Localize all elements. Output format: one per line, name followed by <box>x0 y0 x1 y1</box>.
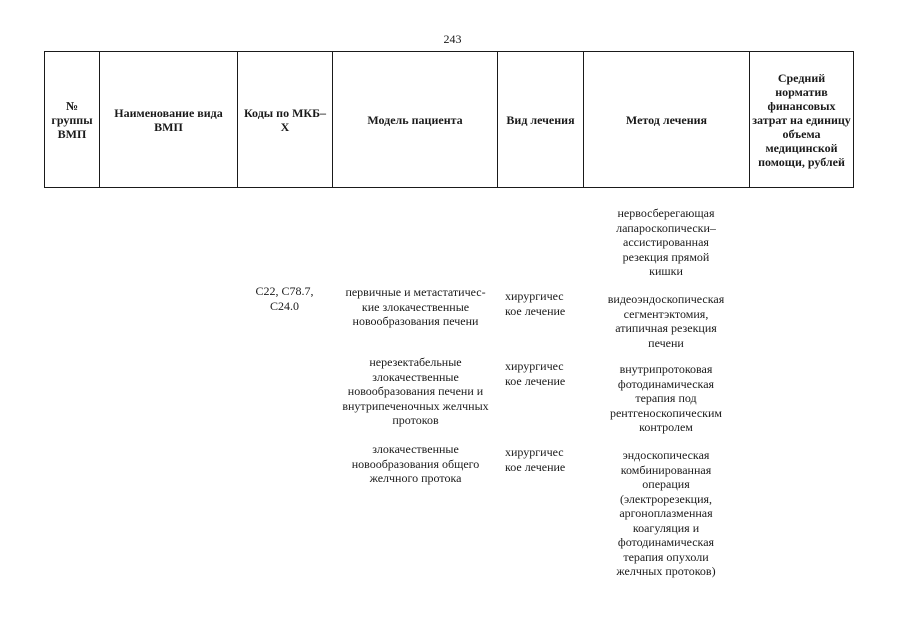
page-number: 243 <box>443 32 462 46</box>
row-1-model: первичные и метастатичес- кие злокачественные новообразования печени <box>345 285 486 328</box>
row-2-model: нерезектабельные злокачественные новообразования печени и внутрипеченочных желчных протоков <box>342 355 489 427</box>
row-2-method: внутрипротоковая фотодинамическая терапия под рентгеноскопическим контролем <box>609 362 723 434</box>
header-treatment-type: Вид лечения <box>498 52 584 188</box>
row-3-type: хирургичес кое лечение <box>505 445 566 474</box>
header-group-no: № группы ВМП <box>45 52 100 188</box>
row-1-type: хирургичес кое лечение <box>505 289 566 318</box>
icd-codes: C22, C78.7, C24.0 <box>255 284 314 313</box>
header-icd-codes: Коды по МКБ–Х <box>238 52 333 188</box>
row-1-method: видеоэндоскопическая сегментэктомия, атипичная резекция печени <box>607 292 725 350</box>
header-patient-model: Модель пациента <box>333 52 498 188</box>
row-3-model: злокачественные новообразования общего желчного протока <box>351 442 480 485</box>
header-cost-norm: Средний норматив финансовых затрат на единицу объема медицинской помощи, рублей <box>750 52 854 188</box>
row-2-type: хирургичес кое лечение <box>505 359 566 388</box>
header-treatment-method: Метод лечения <box>584 52 750 188</box>
carryover-method: нервосберегающая лапароскопически– ассистированная резекция прямой кишки <box>616 206 716 278</box>
row-3-method: эндоскопическая комбинированная операция (электрорезекция, аргоноплазменная коагуляция и фотодинамическая терапия опухоли желчных протоков) <box>616 448 716 578</box>
header-vmp-name: Наименование вида ВМП <box>100 52 238 188</box>
table-header <box>44 51 854 188</box>
